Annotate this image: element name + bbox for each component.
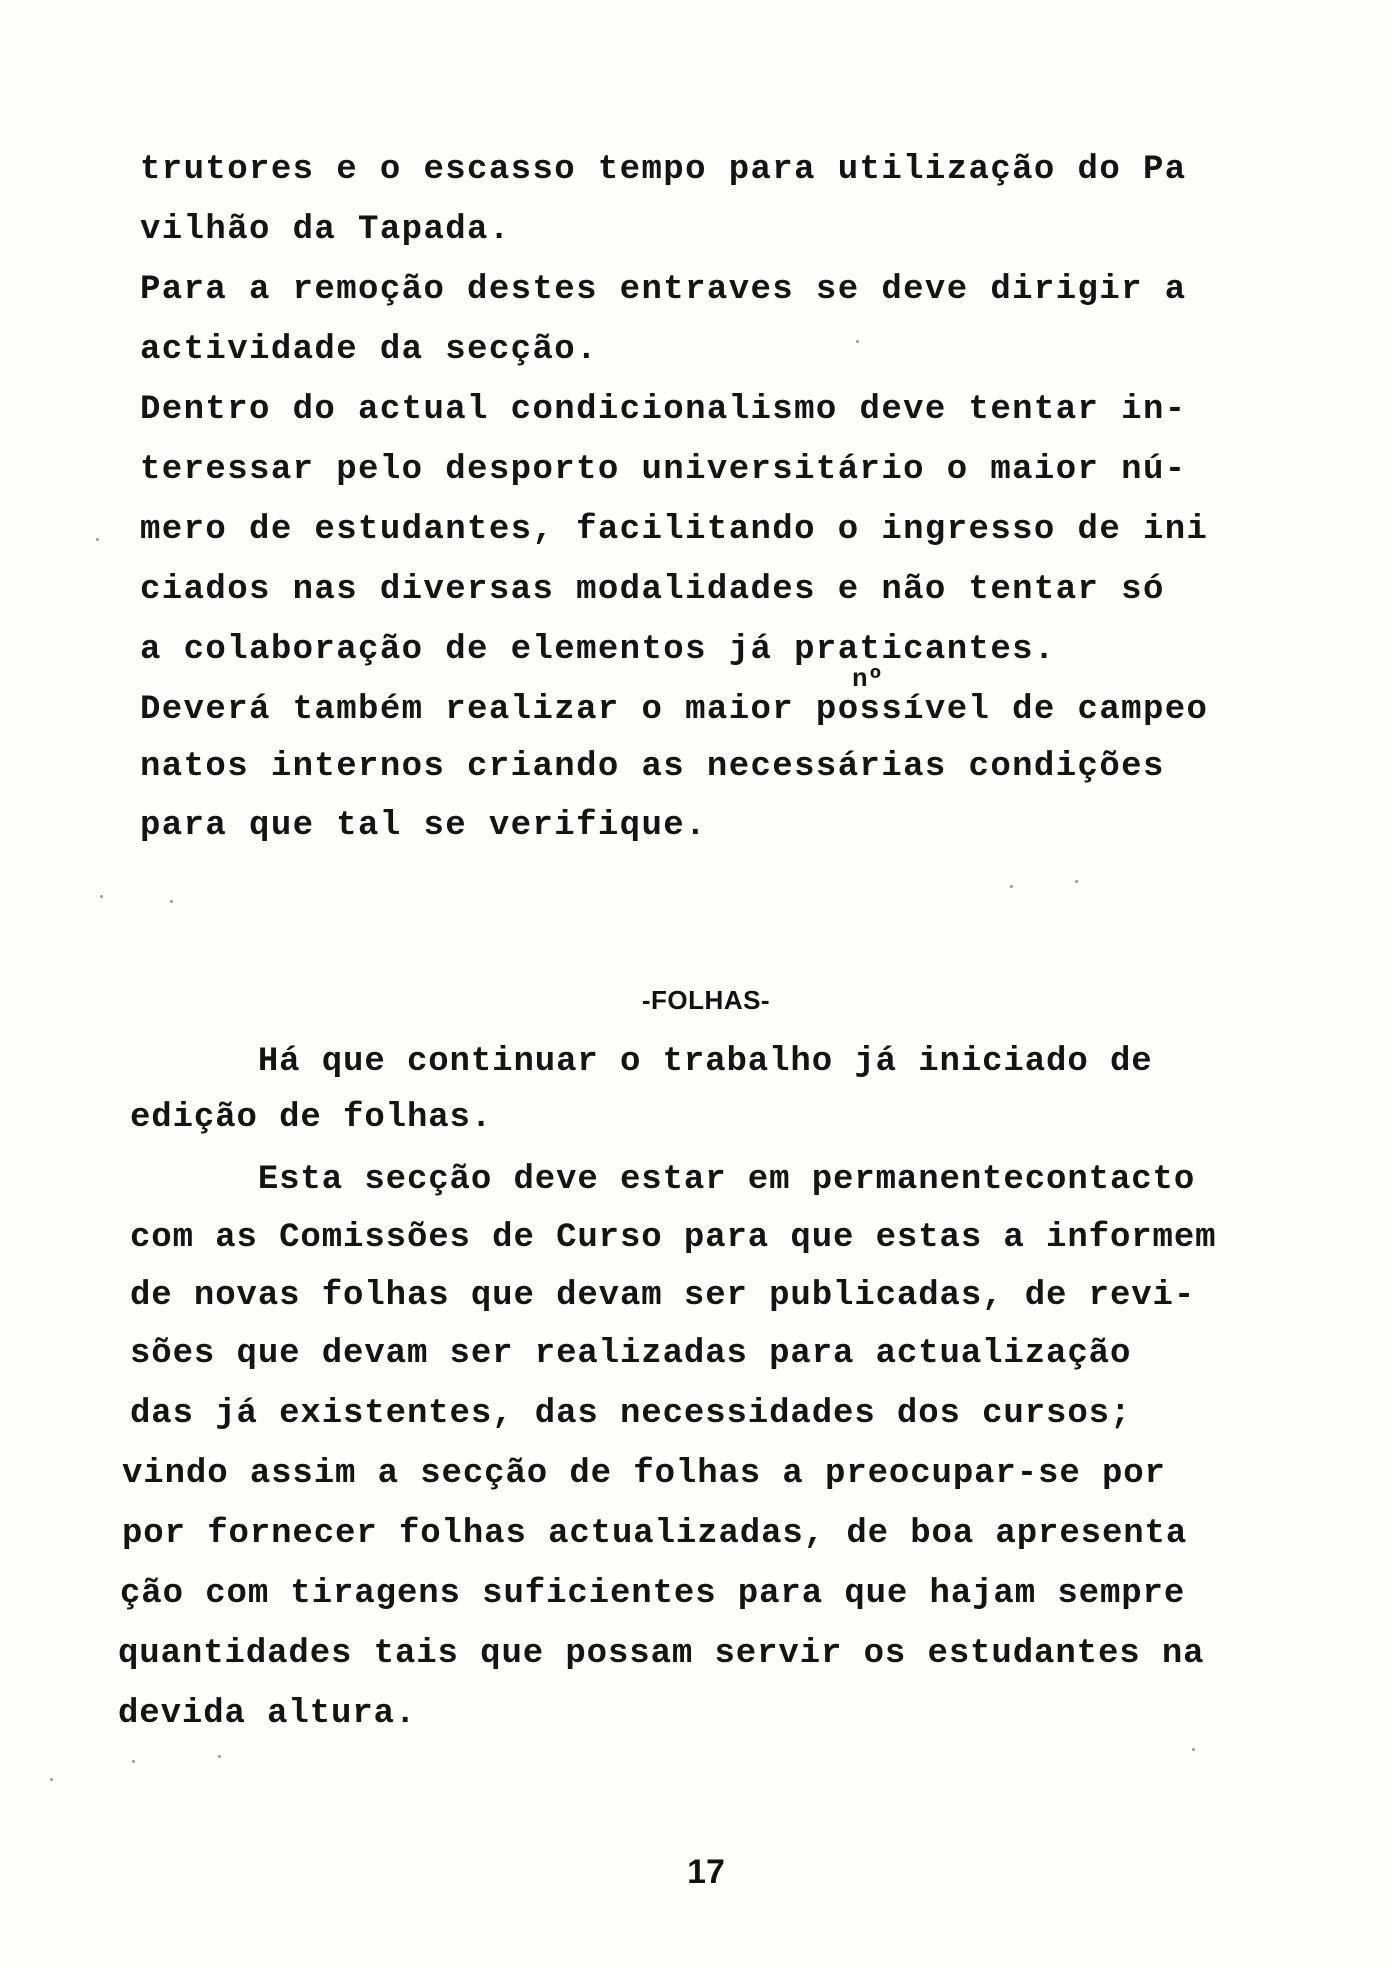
- text-line: ção com tiragens suficientes para que hajam sempre: [120, 1575, 1186, 1613]
- text-line: mero de estudantes, facilitando o ingresso de ini: [140, 511, 1209, 549]
- text-line: trutores e o escasso tempo para utilização do Pa: [140, 151, 1187, 189]
- text-line: ciados nas diversas modalidades e não tentar só: [140, 571, 1165, 609]
- text-line: a colaboração de elementos já praticantes.: [140, 631, 1056, 669]
- text-line: vindo assim a secção de folhas a preocupar-se por: [122, 1455, 1166, 1493]
- scan-speck: [132, 1760, 135, 1763]
- text-line: Dentro do actual condicionalismo deve tentar in-: [140, 391, 1187, 429]
- scan-speck: [856, 340, 859, 343]
- scan-speck: [96, 538, 99, 541]
- text-line: actividade da secção.: [140, 331, 598, 369]
- text-line: com as Comissões de Curso para que estas a informem: [130, 1219, 1217, 1257]
- text-line: edição de folhas.: [130, 1099, 493, 1137]
- text-line: por fornecer folhas actualizadas, de boa apresenta: [122, 1515, 1188, 1553]
- scan-speck: [1192, 1748, 1195, 1751]
- text-line: teressar pelo desporto universitário o maior nú-: [140, 451, 1187, 489]
- superscript-note: nº: [852, 664, 884, 694]
- text-line: natos internos criando as necessárias condições: [140, 748, 1165, 786]
- scan-speck: [1010, 885, 1013, 888]
- text-line: de novas folhas que devam ser publicadas, de revi-: [130, 1277, 1196, 1315]
- text-line: Esta secção deve estar em permanentecontacto: [130, 1161, 1196, 1199]
- scan-speck: [1075, 880, 1078, 883]
- text-line: Deverá também realizar o maior possível de campeo: [140, 691, 1209, 729]
- text-line: vilhão da Tapada.: [140, 211, 511, 249]
- text-line: sões que devam ser realizadas para actualização: [130, 1335, 1132, 1373]
- page-number: 17: [687, 1853, 725, 1891]
- scan-speck: [100, 895, 103, 898]
- section-heading: -FOLHAS-: [641, 985, 771, 1015]
- scan-speck: [218, 1755, 221, 1758]
- text-line: quantidades tais que possam servir os estudantes na: [118, 1635, 1205, 1673]
- text-line: Há que continuar o trabalho já iniciado de: [130, 1043, 1153, 1081]
- text-line: Para a remoção destes entraves se deve dirigir a: [140, 271, 1187, 309]
- text-line: devida altura.: [118, 1695, 417, 1733]
- scan-speck: [50, 1778, 53, 1781]
- text-line: das já existentes, das necessidades dos cursos;: [130, 1395, 1132, 1433]
- text-line: para que tal se verifique.: [140, 807, 707, 845]
- scan-speck: [170, 900, 173, 903]
